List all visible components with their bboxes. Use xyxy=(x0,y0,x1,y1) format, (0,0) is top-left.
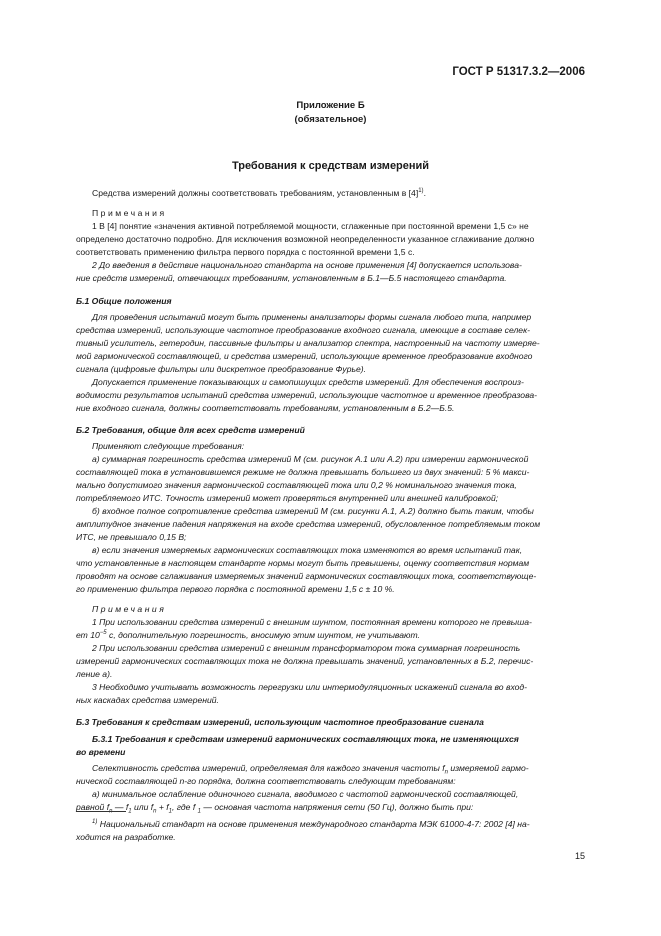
b2-item-c-line: го применению фильтра первого порядка с постоянной времени 1,5 с ± 10 %. xyxy=(76,584,395,594)
b31-item-a-line: а) минимальное ослабление одиночного сигнала, вводимого с частотой гармонической составляющей, xyxy=(92,789,519,799)
b31-p1-line: нической составляющей n-го порядка, должна соответствовать следующим требованиям: xyxy=(76,776,456,786)
notes-heading: Примечания xyxy=(92,208,167,218)
note-2-line: 2 При использовании средства измерений с внешним трансформатором тока суммарная погрешность xyxy=(92,643,521,653)
annex-title: Приложение Б xyxy=(296,100,365,111)
note-1-line: определено достаточно подробно. Для исключения возможной неопределенности указанное сглаживание должно xyxy=(76,234,535,244)
section-title: Требования к средствам измерений xyxy=(231,160,430,172)
b1-p1-line: тивный усилитель, гетеродин, пассивные фильтры и анализатор спектра, настроенный на частоту измеряе- xyxy=(76,338,540,348)
b2-item-c-line: проводят на основе сглаживания измеряемых значений гармонических составляющих тока, соответствующе- xyxy=(76,571,537,581)
b1-p1-line: мой гармонической составляющей, и средства измерений, использующие временное преобразование входного xyxy=(76,351,533,361)
note-1-line: 1 При использовании средства измерений с внешним шунтом, постоянная времени которого не превыша- xyxy=(92,617,532,627)
b1-p2-line: водимости результатов испытаний средства измерений, использующие частотное и временное преобразова- xyxy=(76,390,538,400)
b2-item-c-line: что установленные в настоящем стандарте нормы могут быть превышены, оценку соответствия нормам xyxy=(76,558,530,568)
b1-p1-line: средства измерений, использующие частотное преобразование входного сигнала, имеющие в составе селек- xyxy=(76,325,531,335)
footnote-line: ходится на разработке. xyxy=(76,832,176,842)
document-id: ГОСТ Р 51317.3.2—2006 xyxy=(452,66,585,78)
intro-paragraph: Средства измерений должны соответствовать требованиям, установленным в $[4]^{1)}$. xyxy=(92,188,426,198)
note-2-line: 2 До введения в действие национального стандарта на основе применения [4] допускается использова- xyxy=(92,260,522,270)
note-1-line: ет $10^{-5}$ с, дополнительную погрешность, вносимую этим шунтом, не учитывают. xyxy=(76,630,420,640)
subsection-b3-title: Б.3 Требования к средствам измерений, использующим частотное преобразование сигнала xyxy=(76,717,484,727)
b2-lead: Применяют следующие требования: xyxy=(92,441,245,451)
b2-item-a-line: мально допустимого значения гармонической составляющей тока или 0,2 % номинального значения тока, xyxy=(76,480,517,490)
b1-p1-line: Для проведения испытаний могут быть применены анализаторы формы сигнала любого типа, например xyxy=(92,312,532,322)
page-number: 15 xyxy=(574,851,585,861)
annex-status: (обязательное) xyxy=(294,114,367,125)
note-2-line: ление а). xyxy=(76,669,113,679)
note-3-line: 3 Необходимо учитывать возможность перегрузки или интермодуляционных искажений сигнала во вход- xyxy=(92,682,528,692)
footnote-divider xyxy=(76,811,126,812)
b2-item-a-line: а) суммарная погрешность средства измерений М (см. рисунок А.1 или А.2) при измерении гармонической xyxy=(92,454,529,464)
b2-item-c-line: в) если значения измеряемых гармонических составляющих тока изменяются во время испытаний так, xyxy=(92,545,523,555)
note-2-line: ние средств измерений, отвечающих требованиям, установленным в Б.1—Б.5 настоящего стандарта. xyxy=(76,273,507,283)
b2-item-a-line: потребляемого ИТС. Точность измерений может проверяться внутренней или внешней калибровкой; xyxy=(76,493,499,503)
subsection-b31-title-cont: во времени xyxy=(76,747,126,757)
subsection-b31-title: Б.3.1 Требования к средствам измерений гармонических составляющих тока, не изменяющихся xyxy=(92,734,519,744)
note-1-line: соответствовать применению фильтра первого порядка с постоянной времени 1,5 с. xyxy=(76,247,415,257)
b1-p2-line: ние входного сигнала, должны соответствовать требованиям, установленным в Б.2—Б.5. xyxy=(76,403,455,413)
b1-p2-line: Допускается применение показывающих и самопишущих средств измерений. Для обеспечения воспроиз- xyxy=(92,377,524,387)
b2-item-b-line: ИТС, не превышало 0,15 В; xyxy=(76,532,187,542)
footnote-mark: 1) xyxy=(92,819,98,826)
b1-p1-line: сигнала (цифровые фильтры или дискретное преобразование Фурье). xyxy=(76,364,367,374)
footnote-ref: 1) xyxy=(418,188,424,195)
b2-item-b-line: амплитудное значение падения напряжения на входе средства измерений, обусловленное потребляемым током xyxy=(76,519,541,529)
note-2-line: измерений гармонических составляющих тока не должна превышать значений, установленных в Б.2, перечис- xyxy=(76,656,534,666)
note-1-line: 1 В [4] понятие «значения активной потребляемой мощности, сглаженные при постоянной времени 1,5 с» не xyxy=(92,221,529,231)
b31-p1-line: Селективность средства измерений, определяемая для каждого значения частоты $f_n$ измеряемой гармо- xyxy=(92,763,529,776)
subsection-b1-title: Б.1 Общие положения xyxy=(76,296,172,306)
b2-item-a-line: составляющей тока в установившемся режиме не должна превышать большего из двух значений: 5 % макси- xyxy=(76,467,530,477)
b2-item-b-line: б) входное полное сопротивление средства измерений М (см. рисунки А.1, А.2) должно быть таким, чтобы xyxy=(92,506,534,516)
note-3-line: ных каскадах средства измерений. xyxy=(76,695,219,705)
b31-item-a-line: равной $f_n$ — $f_1$ или $f_n + f_1$, где f $_1$ — основная частота напряжения сети (50 Гц), должно быть при: xyxy=(76,802,474,815)
subsection-b2-title: Б.2 Требования, общие для всех средств измерений xyxy=(76,425,305,435)
footnote-line: $^{1)}$ Национальный стандарт на основе применения международного стандарта МЭК 61000-4-7: 2002 [4] на- xyxy=(92,819,530,829)
exponent: −5 xyxy=(99,630,107,637)
notes-heading: Примечания xyxy=(92,604,167,614)
